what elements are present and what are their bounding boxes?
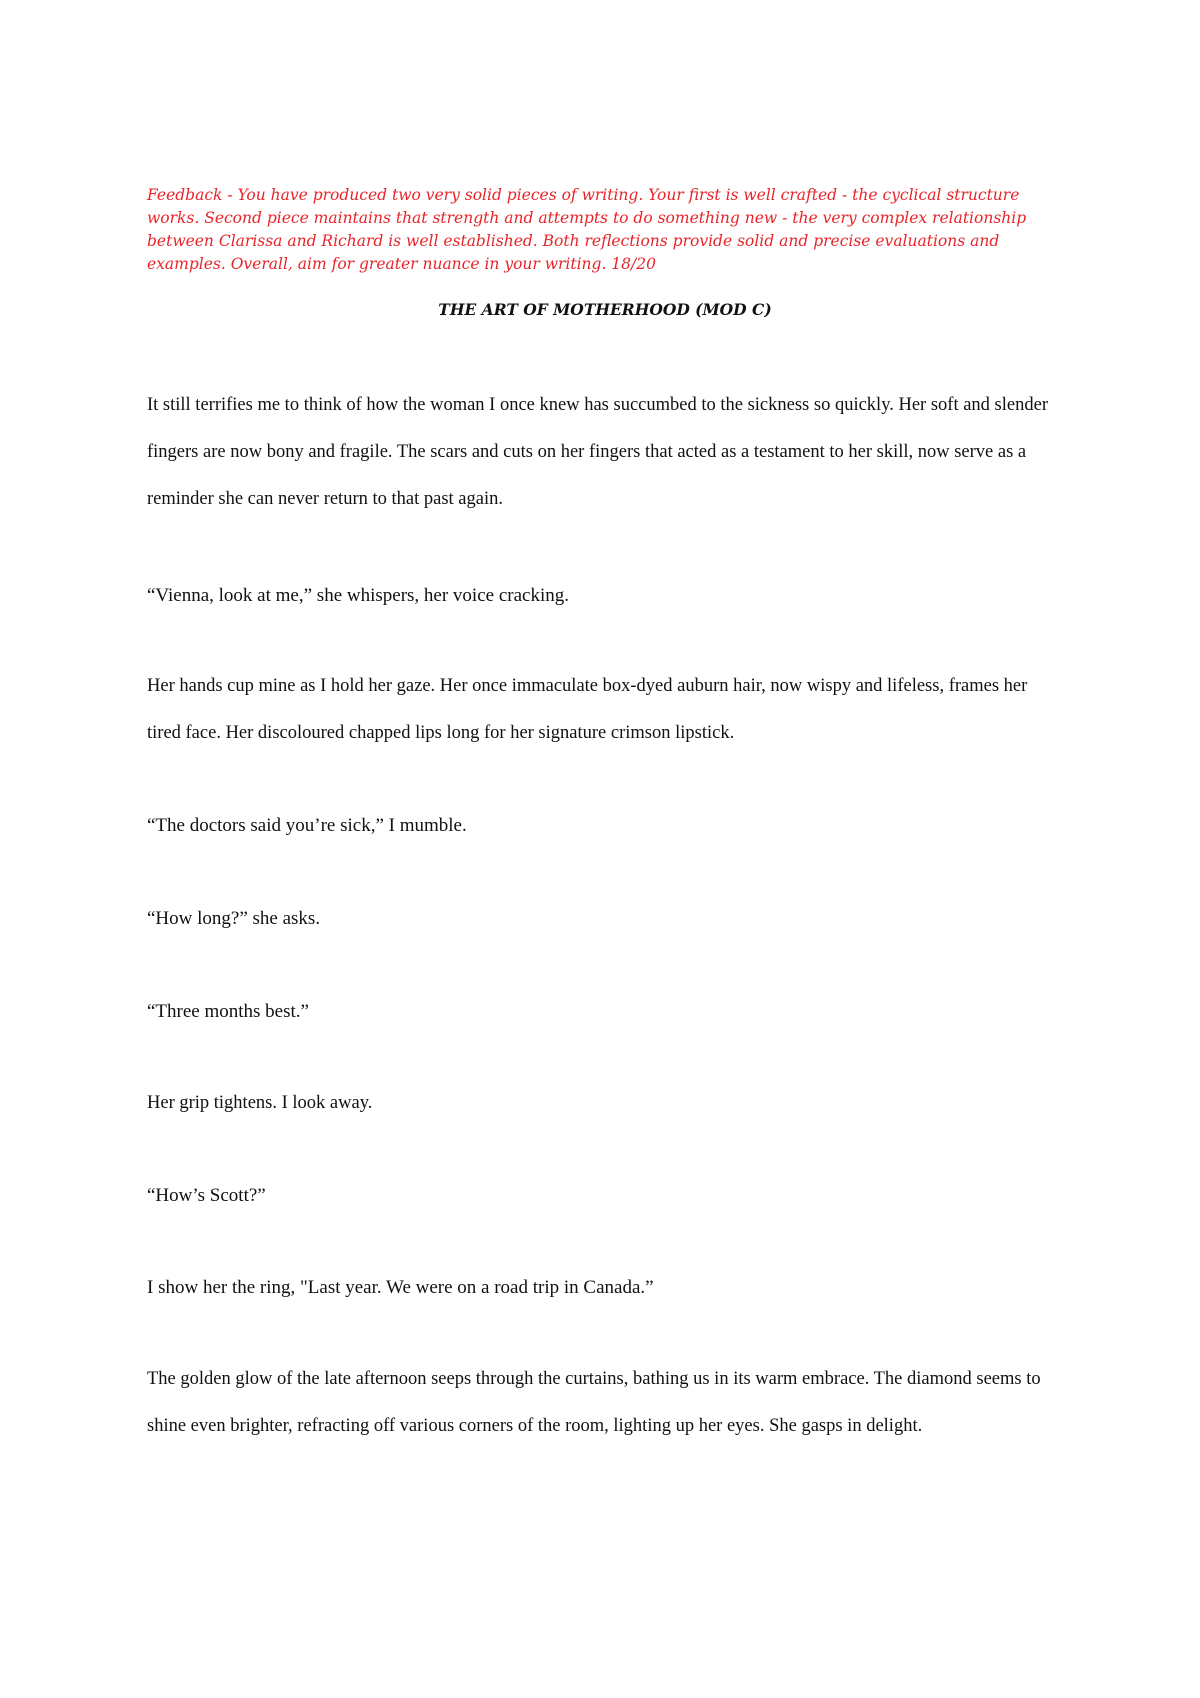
paragraph-hands: Her hands cup mine as I hold her gaze. Her once immaculate box-dyed auburn hair, now wispy and lifeless, frames her tired face. Her discoloured chapped lips long for her signature crimson lipstick. bbox=[147, 676, 1028, 743]
paragraph-dialogue-how-long: “How long?” she asks. bbox=[147, 908, 321, 929]
paragraph-grip: Her grip tightens. I look away. bbox=[147, 1093, 373, 1113]
paragraph-opening: It still terrifies me to think of how the woman I once knew has succumbed to the sickness so quickly. Her soft and slender fingers are now bony and fragile. The scars and cuts on her fingers that acted as a testament to her skill, now serve as a reminder she can never return to that past again. bbox=[147, 395, 1048, 509]
paragraph-golden-glow: The golden glow of the late afternoon seeps through the curtains, bathing us in its warm embrace. The diamond seems to shine even brighter, refracting off various corners of the room, lighting up her eyes. She gasps in delight. bbox=[147, 1369, 1041, 1436]
paragraph-dialogue-ring: I show her the ring, "Last year. We were on a road trip in Canada.” bbox=[147, 1277, 654, 1298]
paragraph-dialogue-scott: “How’s Scott?” bbox=[147, 1185, 266, 1206]
teacher-feedback: Feedback - You have produced two very solid pieces of writing. Your first is well crafted - the cyclical structure works. Second piece maintains that strength and attempts to do something new - the very complex relationship between Clarissa and Richard is well established. Both reflections provide solid and precise evaluations and examples. Overall, aim for greater nuance in your writing. 18/20 bbox=[147, 186, 1027, 273]
paragraph-dialogue-vienna: “Vienna, look at me,” she whispers, her voice cracking. bbox=[147, 585, 569, 606]
paragraph-dialogue-three-months: “Three months best.” bbox=[147, 1001, 309, 1022]
story-title: THE ART OF MOTHERHOOD (MOD C) bbox=[438, 300, 772, 319]
paragraph-dialogue-doctors: “The doctors said you’re sick,” I mumble. bbox=[147, 815, 467, 836]
